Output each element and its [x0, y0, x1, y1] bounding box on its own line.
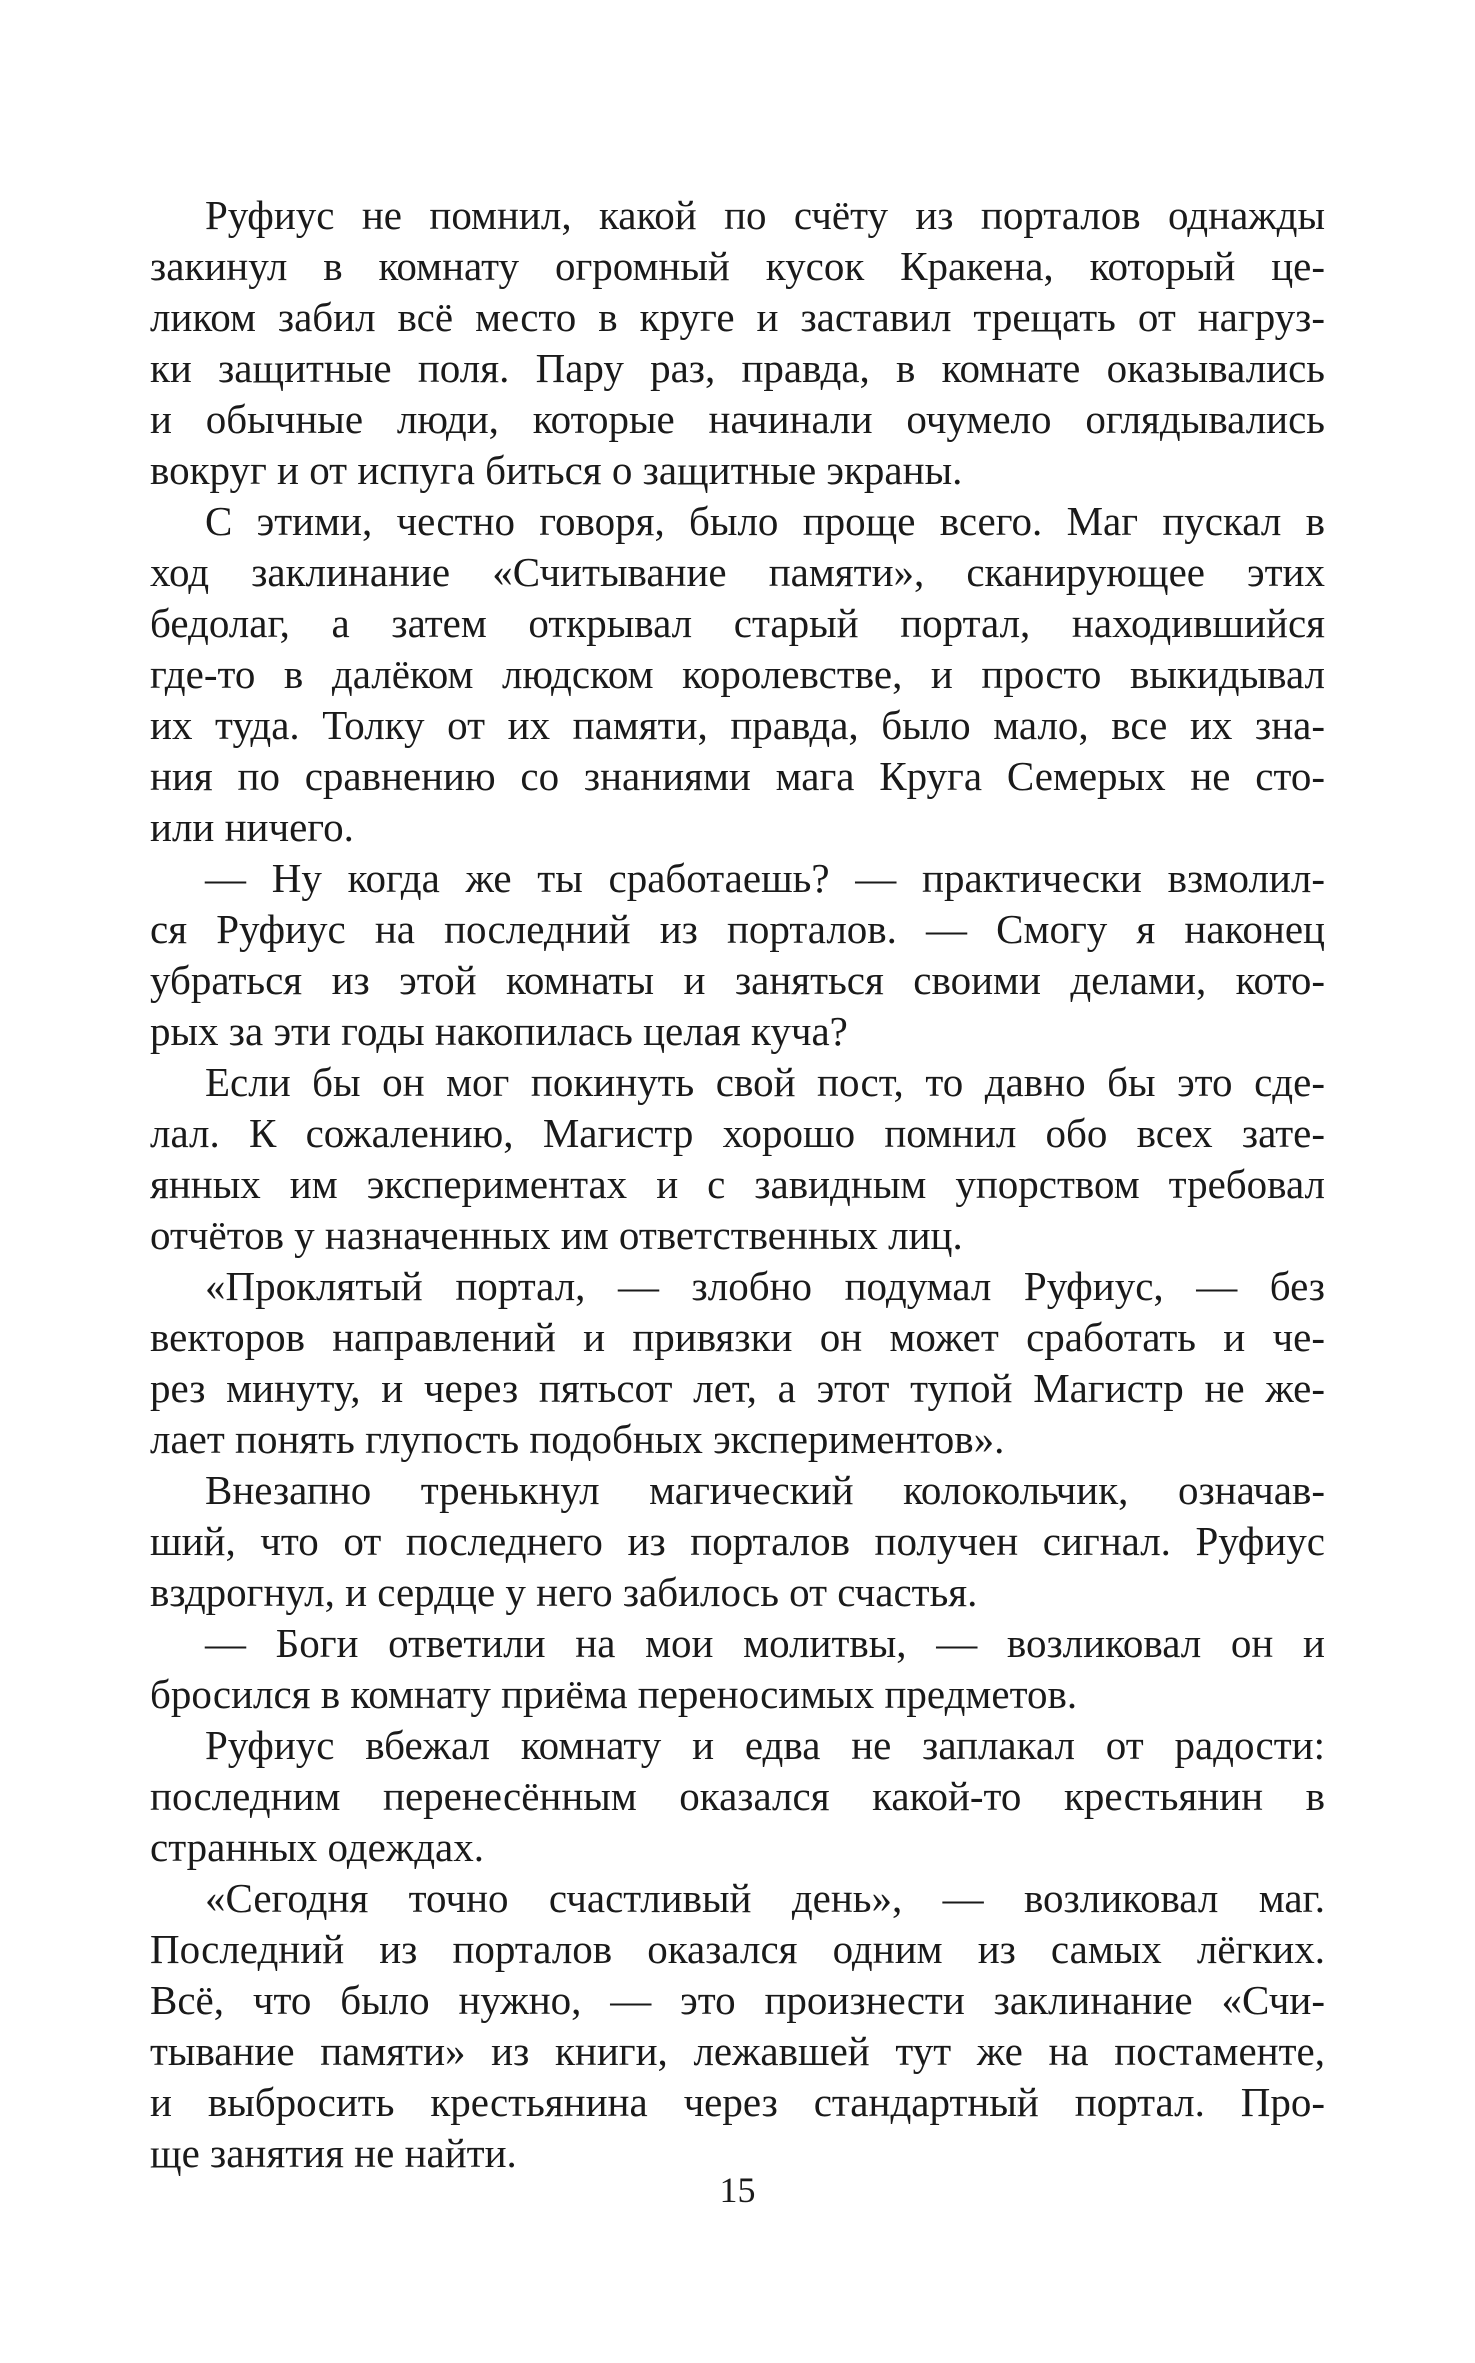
text-line: ще занятия не найти.: [150, 2130, 517, 2176]
text-line: — Ну когда же ты сработаешь? — практически взмолил-: [205, 855, 1325, 901]
text-line: бросился в комнату приёма переносимых предметов.: [150, 1671, 1078, 1717]
text-line: ся Руфиус на последний из порталов. — Смогу я наконец: [150, 906, 1325, 952]
text-line: тывание памяти» из книги, лежавшей тут же на постаменте,: [150, 2028, 1325, 2074]
text-line: закинул в комнату огромный кусок Кракена, который це-: [150, 243, 1325, 289]
page-number: 15: [719, 2170, 756, 2210]
text-line: — Боги ответили на мои молитвы, — возликовал он и: [205, 1620, 1325, 1666]
text-line: где-то в далёком людском королевстве, и просто выкидывал: [150, 651, 1325, 697]
text-line: С этими, честно говоря, было проще всего. Маг пускал в: [205, 498, 1325, 544]
text-line: Если бы он мог покинуть свой пост, то давно бы это сде-: [205, 1059, 1325, 1105]
text-line: странных одеждах.: [150, 1824, 485, 1870]
text-line: отчётов у назначенных им ответственных лиц.: [150, 1212, 963, 1258]
text-line: последним перенесённым оказался какой-то крестьянин в: [150, 1773, 1325, 1819]
paragraph: [150, 1057, 1325, 1261]
text-line: Всё, что было нужно, — это произнести заклинание «Счи-: [150, 1977, 1325, 2023]
text-line: ния по сравнению со знаниями мага Круга Семерых не сто-: [150, 753, 1325, 799]
paragraph: [150, 1873, 1325, 2179]
text-line: «Сегодня точно счастливый день», — возликовал маг.: [205, 1875, 1325, 1921]
body-text: [150, 190, 1325, 2179]
text-line: Руфиус не помнил, какой по счёту из порталов однажды: [205, 192, 1325, 238]
text-line: «Проклятый портал, — злобно подумал Руфиус, — без: [205, 1263, 1325, 1309]
text-line: бедолаг, а затем открывал старый портал, находившийся: [150, 600, 1325, 646]
paragraph: [150, 1618, 1325, 1720]
paragraph: [150, 1465, 1325, 1618]
text-line: их туда. Толку от их памяти, правда, было мало, все их зна-: [150, 702, 1325, 748]
text-line: вздрогнул, и сердце у него забилось от счастья.: [150, 1569, 978, 1615]
text-line: Последний из порталов оказался одним из самых лёгких.: [150, 1926, 1325, 1972]
text-line: Внезапно тренькнул магический колокольчик, означав-: [205, 1467, 1325, 1513]
text-line: ликом забил всё место в круге и заставил трещать от нагруз-: [150, 294, 1325, 340]
paragraph: [150, 1720, 1325, 1873]
text-line: векторов направлений и привязки он может сработать и че-: [150, 1314, 1325, 1360]
text-line: и выбросить крестьянина через стандартный портал. Про-: [150, 2079, 1325, 2125]
text-line: лал. К сожалению, Магистр хорошо помнил обо всех зате-: [150, 1110, 1325, 1156]
text-line: ки защитные поля. Пару раз, правда, в комнате оказывались: [150, 345, 1325, 391]
paragraph: [150, 496, 1325, 853]
text-line: ший, что от последнего из порталов получен сигнал. Руфиус: [150, 1518, 1325, 1564]
text-line: вокруг и от испуга биться о защитные экраны.: [150, 447, 963, 493]
text-line: рых за эти годы накопилась целая куча?: [150, 1008, 848, 1054]
text-line: Руфиус вбежал комнату и едва не заплакал от радости:: [205, 1722, 1325, 1768]
text-line: убраться из этой комнаты и заняться своими делами, кото-: [150, 957, 1325, 1003]
text-line: или ничего.: [150, 804, 354, 850]
text-line: и обычные люди, которые начинали очумело оглядывались: [150, 396, 1325, 442]
text-line: лает понять глупость подобных экспериментов».: [150, 1416, 1005, 1462]
text-line: янных им экспериментах и с завидным упорством требовал: [150, 1161, 1325, 1207]
paragraph: [150, 190, 1325, 496]
text-line: рез минуту, и через пятьсот лет, а этот тупой Магистр не же-: [150, 1365, 1325, 1411]
text-line: ход заклинание «Считывание памяти», сканирующее этих: [150, 549, 1325, 595]
paragraph: [150, 853, 1325, 1057]
paragraph: [150, 1261, 1325, 1465]
